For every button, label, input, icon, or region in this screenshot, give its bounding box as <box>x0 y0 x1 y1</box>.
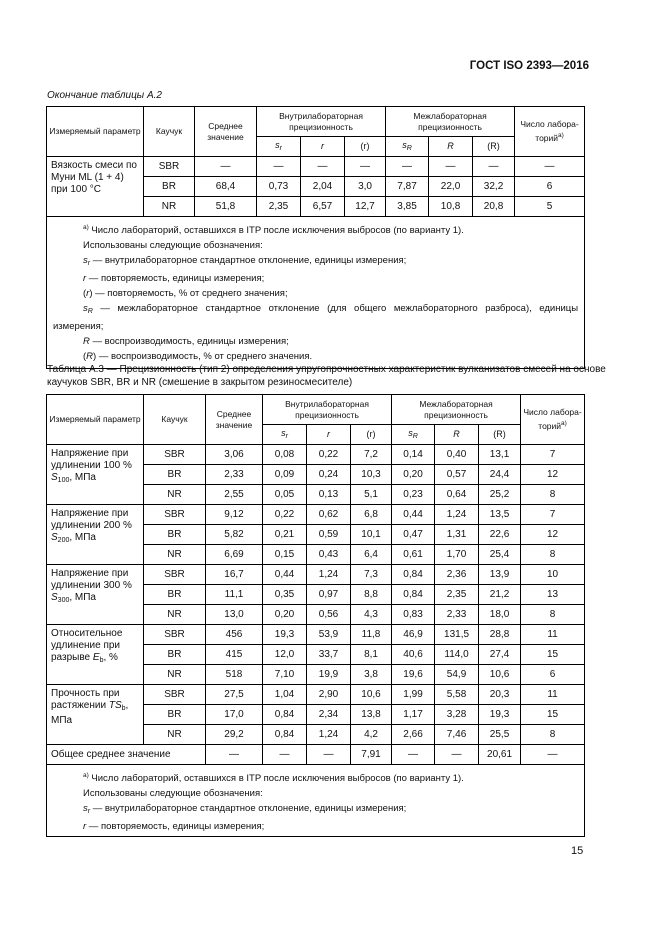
cell-rubber: SBR <box>144 565 206 585</box>
cell-labs: 7 <box>521 445 585 465</box>
cell-r: 0,22 <box>307 445 351 465</box>
cell-labs: 6 <box>521 665 585 685</box>
cell-r-pct: 3,8 <box>351 665 392 685</box>
notes-row <box>47 217 585 369</box>
cell-sr: 0,05 <box>263 485 307 505</box>
cell-labs: 11 <box>521 625 585 645</box>
cell-rubber: BR <box>144 645 206 665</box>
cell-sR: 0,23 <box>392 485 435 505</box>
cell-labs: 12 <box>521 525 585 545</box>
cell-r-pct: 6,8 <box>351 505 392 525</box>
cell-r-pct: 4,2 <box>351 725 392 745</box>
cell-rubber: NR <box>144 545 206 565</box>
cell-R: 2,35 <box>435 585 479 605</box>
note-line: Использованы следующие обозначения: <box>83 240 263 252</box>
document-header: ГОСТ ISO 2393—2016 <box>469 60 589 72</box>
cell-labs: 10 <box>521 565 585 585</box>
cell-labs: 15 <box>521 705 585 725</box>
cell-r: 0,24 <box>307 465 351 485</box>
note-line: $s_r$ — внутрилабораторное стандартное отклонение, единицы измерения; <box>83 803 407 816</box>
notes-row <box>47 765 585 837</box>
cell-r: 33,7 <box>307 645 351 665</box>
col-header-sr: $s_r$ <box>257 137 301 157</box>
cell-rubber: BR <box>144 177 195 197</box>
cell-mean: 13,0 <box>206 605 263 625</box>
cell-sR: 46,9 <box>392 625 435 645</box>
col-header-sR: $s_R$ <box>386 137 429 157</box>
overall-label: Общее среднее значение <box>47 745 206 765</box>
cell-sR: — <box>392 745 435 765</box>
param-label: Напряжение при удлинении 100 % $S_{100}$, МПа <box>47 445 144 505</box>
table-row <box>47 445 585 465</box>
cell-r-pct: 7,3 <box>351 565 392 585</box>
cell-R: 54,9 <box>435 665 479 685</box>
note-line: $^{a)}$ Число лабораторий, оставшихся в ITP после исключения выбросов (по варианту 1). <box>83 224 464 237</box>
table-a3-caption: Таблица А.3 — Прецизионность (тип 2) определения упругопрочностных характеристик вулканизатов смесей на основе каучуков SBR, BR и NR (смешение в закрытом резиносмесителе) <box>47 364 606 388</box>
note-line: $s_R$ — межлабораторное стандартное отклонение (для общего межлабораторного разброса), единицы измерения; <box>53 303 579 333</box>
cell-sR: 3,85 <box>386 197 429 217</box>
col-header-r-pct: (r) <box>345 137 386 157</box>
cell-sR: 1,17 <box>392 705 435 725</box>
page-number: 15 <box>571 845 584 857</box>
cell-R-pct: 25,4 <box>479 545 521 565</box>
cell-R: 10,8 <box>429 197 473 217</box>
cell-R-pct: 25,5 <box>479 725 521 745</box>
cell-r-pct: 10,6 <box>351 685 392 705</box>
cell-sR: 40,6 <box>392 645 435 665</box>
cell-R: 114,0 <box>435 645 479 665</box>
cell-R: 5,58 <box>435 685 479 705</box>
cell-labs: — <box>521 745 585 765</box>
cell-labs: 11 <box>521 685 585 705</box>
cell-sr: 0,15 <box>263 545 307 565</box>
cell-sR: 2,66 <box>392 725 435 745</box>
cell-sR: 19,6 <box>392 665 435 685</box>
col-header-mean: Среднее значение <box>206 395 263 445</box>
cell-R-pct: 10,6 <box>479 665 521 685</box>
cell-labs: 5 <box>515 197 585 217</box>
cell-r: 2,34 <box>307 705 351 725</box>
col-header-param: Измеряемый параметр <box>47 395 144 445</box>
note-line: $^{a)}$ Число лабораторий, оставшихся в ITP после исключения выбросов (по варианту 1). <box>83 772 464 785</box>
cell-R-pct: 20,3 <box>479 685 521 705</box>
cell-R-pct: 18,0 <box>479 605 521 625</box>
table-notes <box>47 217 585 369</box>
col-header-sR: $s_R$ <box>392 425 435 445</box>
cell-R: 2,36 <box>435 565 479 585</box>
col-header-mean: Среднее значение <box>195 107 257 157</box>
cell-sr: — <box>257 157 301 177</box>
col-header-rubber: Каучук <box>144 395 206 445</box>
cell-r: 0,56 <box>307 605 351 625</box>
cell-r-pct: 13,8 <box>351 705 392 725</box>
cell-R: 0,64 <box>435 485 479 505</box>
cell-R-pct: 20,8 <box>473 197 515 217</box>
cell-R-pct: 27,4 <box>479 645 521 665</box>
param-label: Относительное удлинение при разрыве $E_b$, % <box>47 625 144 685</box>
cell-r-pct: 8,1 <box>351 645 392 665</box>
table-notes <box>47 765 585 837</box>
cell-mean: 2,33 <box>206 465 263 485</box>
cell-r: 2,04 <box>301 177 345 197</box>
col-header-R-pct: (R) <box>473 137 515 157</box>
col-header-within: Внутрилабораторная прецизионность <box>257 107 386 137</box>
cell-sr: 0,44 <box>263 565 307 585</box>
cell-rubber: NR <box>144 197 195 217</box>
cell-R: 1,70 <box>435 545 479 565</box>
cell-labs: 8 <box>521 725 585 745</box>
cell-labs: — <box>515 157 585 177</box>
cell-r-pct: 8,8 <box>351 585 392 605</box>
cell-sr: 0,09 <box>263 465 307 485</box>
cell-r: 0,97 <box>307 585 351 605</box>
cell-sR: 0,84 <box>392 585 435 605</box>
cell-r: 0,59 <box>307 525 351 545</box>
cell-R-pct: 13,9 <box>479 565 521 585</box>
cell-rubber: BR <box>144 705 206 725</box>
note-line: $s_r$ — внутрилабораторное стандартное отклонение, единицы измерения; <box>83 255 407 268</box>
col-header-within: Внутрилабораторная прецизионность <box>263 395 392 425</box>
cell-rubber: NR <box>144 665 206 685</box>
col-header-R-pct: (R) <box>479 425 521 445</box>
col-header-sr: $s_r$ <box>263 425 307 445</box>
cell-sR: 0,47 <box>392 525 435 545</box>
cell-mean: 2,55 <box>206 485 263 505</box>
cell-R: 0,57 <box>435 465 479 485</box>
table-row <box>47 685 585 705</box>
cell-sR: — <box>386 157 429 177</box>
cell-mean: 17,0 <box>206 705 263 725</box>
cell-labs: 12 <box>521 465 585 485</box>
cell-labs: 8 <box>521 605 585 625</box>
cell-r: 1,24 <box>307 565 351 585</box>
cell-sR: 0,84 <box>392 565 435 585</box>
cell-sR: 0,44 <box>392 505 435 525</box>
cell-r: 6,57 <box>301 197 345 217</box>
col-header-between: Межлабораторная прецизионность <box>392 395 521 425</box>
cell-sR: 1,99 <box>392 685 435 705</box>
col-header-r-pct: (r) <box>351 425 392 445</box>
cell-r: 0,13 <box>307 485 351 505</box>
cell-R-pct: 28,8 <box>479 625 521 645</box>
cell-R-pct: 22,6 <box>479 525 521 545</box>
cell-r-pct: 5,1 <box>351 485 392 505</box>
cell-R-pct: 25,2 <box>479 485 521 505</box>
cell-r-pct: — <box>345 157 386 177</box>
col-header-R: R <box>435 425 479 445</box>
cell-labs: 8 <box>521 485 585 505</box>
cell-r-pct: 10,1 <box>351 525 392 545</box>
param-label: Напряжение при удлинении 300 % $S_{300}$, МПа <box>47 565 144 625</box>
cell-R-pct: 24,4 <box>479 465 521 485</box>
cell-rubber: BR <box>144 465 206 485</box>
note-line: r — повторяемость, единицы измерения; <box>83 821 265 833</box>
cell-sr: 1,04 <box>263 685 307 705</box>
param-label: Напряжение при удлинении 200 % $S_{200}$, МПа <box>47 505 144 565</box>
cell-r: 53,9 <box>307 625 351 645</box>
cell-r: 2,90 <box>307 685 351 705</box>
cell-sr: 0,20 <box>263 605 307 625</box>
cell-mean: 9,12 <box>206 505 263 525</box>
cell-sR: 0,83 <box>392 605 435 625</box>
cell-mean: 68,4 <box>195 177 257 197</box>
cell-rubber: SBR <box>144 685 206 705</box>
cell-r-pct: 12,7 <box>345 197 386 217</box>
cell-R-pct: 32,2 <box>473 177 515 197</box>
cell-R: — <box>429 157 473 177</box>
cell-R-pct: 19,3 <box>479 705 521 725</box>
cell-mean: 16,7 <box>206 565 263 585</box>
col-header-labs: Число лабора-торий$^{a)}$ <box>515 107 585 157</box>
cell-rubber: BR <box>144 525 206 545</box>
table-a3 <box>46 394 585 837</box>
cell-sr: 2,35 <box>257 197 301 217</box>
cell-rubber: SBR <box>144 625 206 645</box>
cell-sr: 0,35 <box>263 585 307 605</box>
table-row <box>47 157 585 177</box>
cell-R: 2,33 <box>435 605 479 625</box>
cell-rubber: SBR <box>144 157 195 177</box>
cell-rubber: SBR <box>144 505 206 525</box>
cell-sr: 0,73 <box>257 177 301 197</box>
cell-R-pct: 13,5 <box>479 505 521 525</box>
cell-R: 7,46 <box>435 725 479 745</box>
cell-mean: 415 <box>206 645 263 665</box>
cell-r: 19,9 <box>307 665 351 685</box>
cell-rubber: NR <box>144 485 206 505</box>
table-a2 <box>46 106 585 369</box>
cell-sR: 0,20 <box>392 465 435 485</box>
cell-sR: 7,87 <box>386 177 429 197</box>
cell-r: — <box>307 745 351 765</box>
cell-labs: 15 <box>521 645 585 665</box>
overall-row <box>47 745 585 765</box>
cell-mean: 3,06 <box>206 445 263 465</box>
cell-r-pct: 3,0 <box>345 177 386 197</box>
cell-r: 1,24 <box>307 725 351 745</box>
cell-r: 0,62 <box>307 505 351 525</box>
cell-sr: 19,3 <box>263 625 307 645</box>
cell-R: 1,24 <box>435 505 479 525</box>
table-row <box>47 625 585 645</box>
cell-sr: — <box>263 745 307 765</box>
cell-mean: 27,5 <box>206 685 263 705</box>
cell-sr: 0,08 <box>263 445 307 465</box>
cell-labs: 7 <box>521 505 585 525</box>
cell-R: 131,5 <box>435 625 479 645</box>
cell-rubber: BR <box>144 585 206 605</box>
note-line: Использованы следующие обозначения: <box>83 788 263 800</box>
note-line: (r) — повторяемость, % от среднего значения; <box>83 288 288 300</box>
cell-R: 3,28 <box>435 705 479 725</box>
cell-mean: 5,82 <box>206 525 263 545</box>
cell-sR: 0,14 <box>392 445 435 465</box>
cell-R-pct: — <box>473 157 515 177</box>
table-row <box>47 505 585 525</box>
cell-mean: — <box>195 157 257 177</box>
cell-R: — <box>435 745 479 765</box>
cell-r-pct: 7,2 <box>351 445 392 465</box>
cell-labs: 6 <box>515 177 585 197</box>
cell-r-pct: 6,4 <box>351 545 392 565</box>
cell-sR: 0,61 <box>392 545 435 565</box>
cell-r-pct: 7,91 <box>351 745 392 765</box>
cell-r-pct: 10,3 <box>351 465 392 485</box>
col-header-labs: Число лабора-торий$^{a)}$ <box>521 395 585 445</box>
cell-mean: 29,2 <box>206 725 263 745</box>
cell-mean: 6,69 <box>206 545 263 565</box>
col-header-param: Измеряемый параметр <box>47 107 144 157</box>
note-line: R — воспроизводимость, единицы измерения; <box>83 336 289 348</box>
cell-rubber: SBR <box>144 445 206 465</box>
col-header-r: r <box>307 425 351 445</box>
cell-rubber: NR <box>144 605 206 625</box>
cell-R-pct: 13,1 <box>479 445 521 465</box>
cell-sr: 7,10 <box>263 665 307 685</box>
table-a2-caption: Окончание таблицы А.2 <box>47 90 162 101</box>
cell-R: 1,31 <box>435 525 479 545</box>
cell-sr: 0,84 <box>263 725 307 745</box>
cell-mean: — <box>206 745 263 765</box>
cell-labs: 8 <box>521 545 585 565</box>
cell-labs: 13 <box>521 585 585 605</box>
cell-R: 0,40 <box>435 445 479 465</box>
cell-r: — <box>301 157 345 177</box>
cell-rubber: NR <box>144 725 206 745</box>
param-label: Вязкость смеси по Муни ML (1 + 4) при 100 °С <box>47 157 144 217</box>
cell-R: 22,0 <box>429 177 473 197</box>
cell-mean: 11,1 <box>206 585 263 605</box>
col-header-between: Межлабораторная прецизионность <box>386 107 515 137</box>
cell-sr: 12,0 <box>263 645 307 665</box>
cell-R-pct: 20,61 <box>479 745 521 765</box>
cell-sr: 0,84 <box>263 705 307 725</box>
cell-R-pct: 21,2 <box>479 585 521 605</box>
col-header-rubber: Каучук <box>144 107 195 157</box>
cell-mean: 51,8 <box>195 197 257 217</box>
cell-r: 0,43 <box>307 545 351 565</box>
cell-r-pct: 4,3 <box>351 605 392 625</box>
cell-r-pct: 11,8 <box>351 625 392 645</box>
cell-sr: 0,22 <box>263 505 307 525</box>
note-line: (R) — воспроизводимость, % от среднего значения. <box>83 351 313 363</box>
note-line: r — повторяемость, единицы измерения; <box>83 273 265 285</box>
col-header-r: r <box>301 137 345 157</box>
cell-sr: 0,21 <box>263 525 307 545</box>
param-label: Прочность при растяжении $TS_b$, МПа <box>47 685 144 745</box>
table-row <box>47 565 585 585</box>
cell-mean: 456 <box>206 625 263 645</box>
cell-mean: 518 <box>206 665 263 685</box>
col-header-R: R <box>429 137 473 157</box>
